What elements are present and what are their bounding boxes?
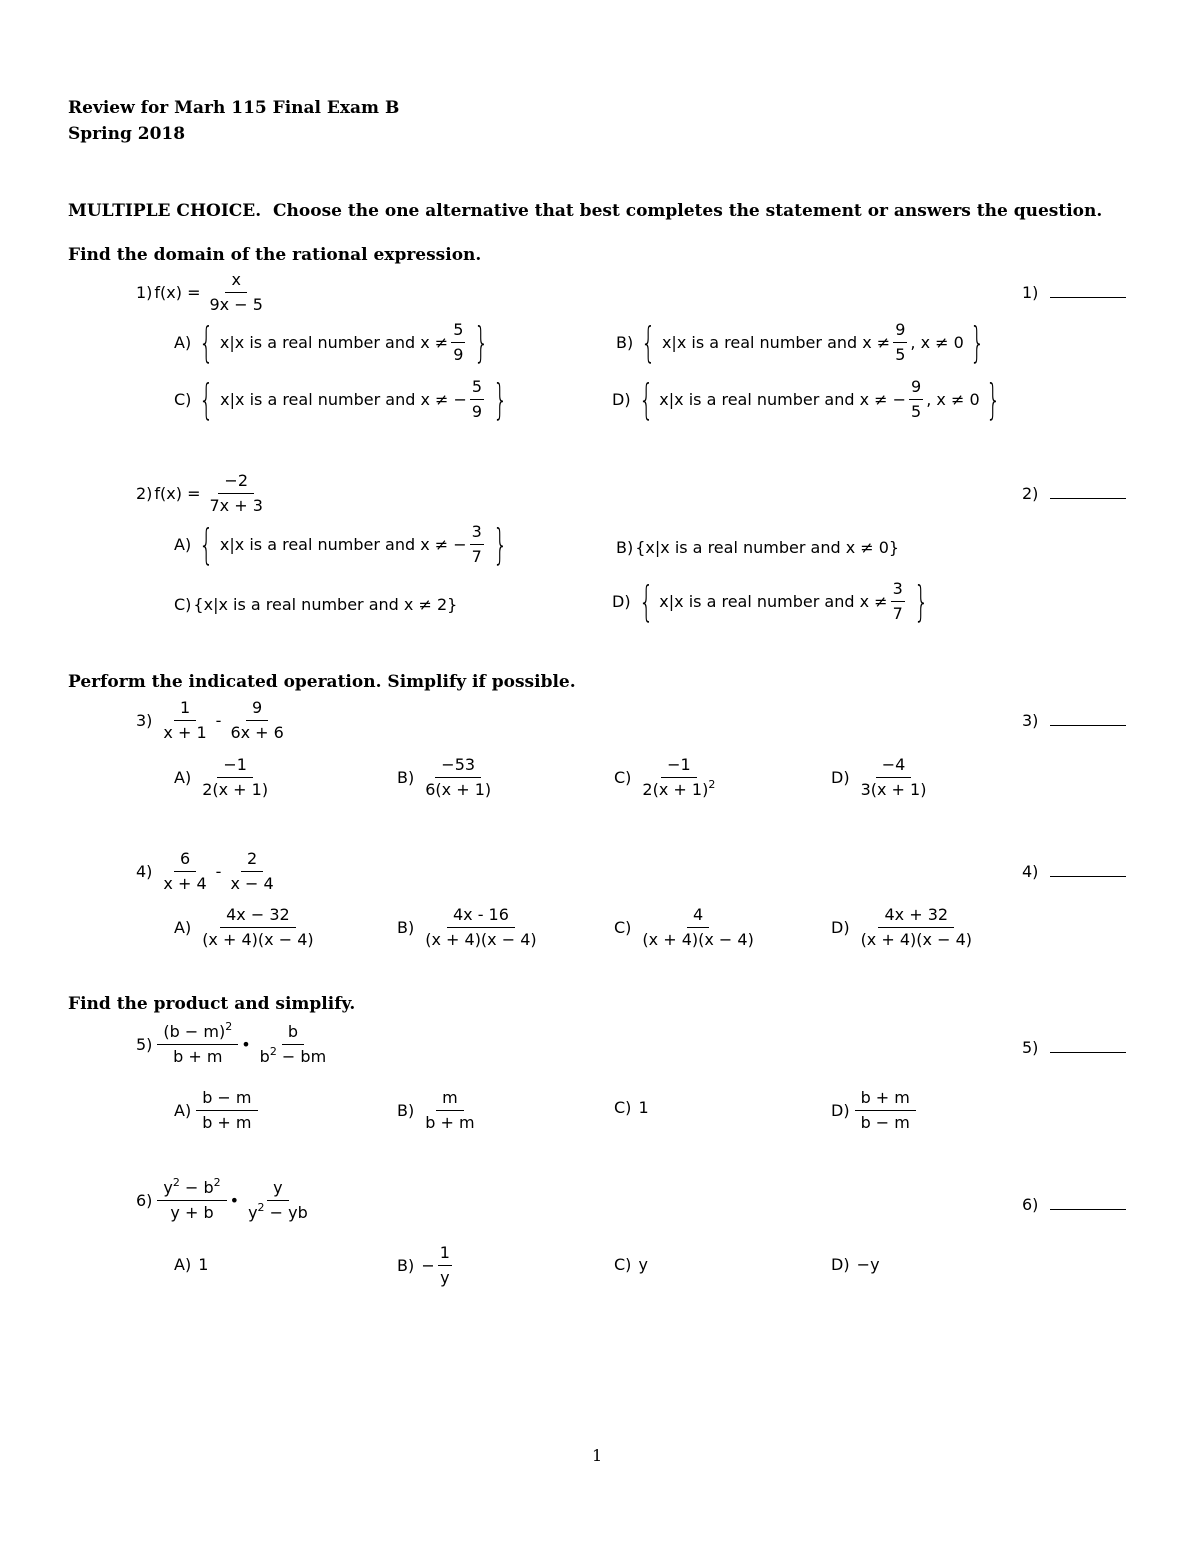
section-heading-product: Find the product and simplify. <box>68 994 356 1014</box>
right-brace: } <box>474 318 490 367</box>
choice-label: C) <box>174 390 192 409</box>
numerator: −1 <box>217 757 253 778</box>
answer-line[interactable] <box>1050 1051 1126 1053</box>
numerator: m <box>436 1090 464 1111</box>
numerator: −53 <box>435 757 481 778</box>
numerator: 5 <box>470 379 484 400</box>
choice-4c[interactable] <box>614 907 763 949</box>
exponent: 2 <box>269 1044 277 1058</box>
choice-tail: , x ≠ 0 <box>910 333 964 352</box>
question-label: 6) <box>136 1190 153 1210</box>
fraction <box>855 1090 916 1132</box>
choice-label: B) <box>616 333 634 352</box>
question-6 <box>136 1176 317 1222</box>
answer-slot-5[interactable] <box>1022 1038 1126 1057</box>
choice-5a[interactable] <box>174 1090 261 1132</box>
denominator-rest: − bm <box>276 1046 327 1066</box>
fraction <box>157 1176 226 1222</box>
denominator: (x + 4)(x − 4) <box>425 929 537 949</box>
fraction <box>419 907 542 949</box>
fraction <box>855 757 933 799</box>
fraction <box>204 272 269 314</box>
answer-slot-label: 1) <box>1022 283 1039 302</box>
right-brace: } <box>969 318 985 367</box>
denominator: 5 <box>895 345 906 364</box>
denominator: 7 <box>471 547 482 566</box>
choice-2d[interactable] <box>612 577 934 626</box>
exam-term: Spring 2018 <box>68 124 186 144</box>
fraction <box>157 851 212 893</box>
denominator: (x + 4)(x − 4) <box>202 929 314 949</box>
choice-label: D) <box>612 390 631 409</box>
numerator: x <box>225 272 246 293</box>
question-label: 5) <box>136 1034 153 1054</box>
fraction <box>855 907 978 949</box>
choice-tail: , x ≠ 0 <box>926 390 980 409</box>
choice-text: y <box>638 1255 648 1274</box>
choice-text: x|x is a real number and x ≠ <box>661 333 891 352</box>
denominator: 7 <box>892 604 903 623</box>
question-1 <box>136 272 272 314</box>
fraction <box>196 907 319 949</box>
fraction <box>451 322 465 364</box>
answer-slot-label: 2) <box>1022 484 1039 503</box>
choice-label: D) <box>831 767 850 787</box>
choice-label: D) <box>831 1100 850 1120</box>
numerator-rest: − b <box>179 1178 214 1197</box>
choice-3c[interactable] <box>614 757 724 799</box>
answer-line[interactable] <box>1050 875 1126 877</box>
numerator <box>157 1176 226 1201</box>
choice-text: x|x is a real number and x ≠ <box>659 592 888 611</box>
denominator <box>254 1045 332 1066</box>
answer-line[interactable] <box>1050 1208 1126 1210</box>
numerator: 9 <box>246 700 268 721</box>
fraction <box>224 851 279 893</box>
fraction <box>470 524 484 566</box>
left-brace: { <box>638 577 654 626</box>
exam-title: Review for Marh 115 Final Exam B <box>68 98 400 118</box>
choice-sign: − <box>421 1255 435 1275</box>
choice-3b[interactable] <box>397 757 500 799</box>
choice-label: A) <box>174 535 192 554</box>
fraction <box>254 1024 332 1066</box>
answer-line[interactable] <box>1050 296 1126 298</box>
question-label: 3) <box>136 710 153 730</box>
choice-5c[interactable] <box>614 1100 649 1116</box>
fraction <box>438 1245 452 1287</box>
section-heading-operation: Perform the indicated operation. Simplify if possible. <box>68 672 576 692</box>
choice-label: B) <box>616 538 634 557</box>
choice-text: x|x is a real number and x ≠ <box>219 333 449 352</box>
fraction <box>636 907 759 949</box>
numerator: 2 <box>241 851 263 872</box>
left-brace: { <box>199 520 214 569</box>
right-brace: } <box>492 520 508 569</box>
denominator-base: y <box>248 1202 258 1222</box>
question-4 <box>136 851 283 893</box>
right-brace: } <box>493 375 508 424</box>
numerator: 1 <box>438 1245 452 1266</box>
numerator: −4 <box>876 757 912 778</box>
choice-1b[interactable] <box>616 318 991 367</box>
choice-3d[interactable] <box>831 757 935 799</box>
fraction <box>157 1020 238 1066</box>
choice-label: A) <box>174 917 192 937</box>
choice-6d[interactable] <box>831 1257 880 1273</box>
denominator: x + 1 <box>163 722 207 742</box>
fraction <box>242 1180 314 1222</box>
choice-text: x|x is a real number and x ≠ − <box>220 390 467 409</box>
choice-4d[interactable] <box>831 907 981 949</box>
answer-slot-label: 3) <box>1022 711 1039 730</box>
exponent: 2 <box>213 1176 221 1189</box>
denominator-base: b <box>259 1046 270 1066</box>
choice-label: D) <box>612 592 631 611</box>
section-heading-domain: Find the domain of the rational expression. <box>68 245 482 265</box>
choice-label: C) <box>174 595 192 614</box>
fraction <box>157 700 212 742</box>
choice-1c[interactable] <box>174 375 514 424</box>
operator: - <box>215 710 222 730</box>
choice-text: {x|x is a real number and x ≠ 0} <box>635 538 900 557</box>
choice-text: x|x is a real number and x ≠ − <box>659 390 907 409</box>
choice-4a[interactable] <box>174 907 323 949</box>
left-brace: { <box>641 318 656 367</box>
left-brace: { <box>199 318 214 367</box>
denominator: 2(x + 1) <box>202 779 269 799</box>
numerator: 6 <box>174 851 196 872</box>
fraction <box>891 581 905 623</box>
operator: • <box>229 1190 240 1210</box>
answer-slot-4[interactable] <box>1022 862 1126 881</box>
denominator: b + m <box>173 1046 223 1066</box>
denominator <box>636 778 721 799</box>
numerator: 1 <box>174 700 196 721</box>
numerator-base: y <box>163 1178 173 1197</box>
instructions-type: MULTIPLE CHOICE. <box>68 201 262 221</box>
choice-label: B) <box>397 767 415 787</box>
denominator: 6(x + 1) <box>425 779 492 799</box>
choice-label: D) <box>831 1255 850 1274</box>
page-number: 1 <box>592 1446 603 1465</box>
fraction <box>196 1090 257 1132</box>
denominator: 9 <box>453 345 464 364</box>
numerator: 5 <box>451 322 465 343</box>
choice-label: A) <box>174 767 192 787</box>
denominator: x + 4 <box>163 873 207 893</box>
choice-text: {x|x is a real number and x ≠ 2} <box>193 595 458 614</box>
fraction <box>636 757 721 799</box>
choice-2a[interactable] <box>174 520 514 569</box>
choice-label: C) <box>614 917 632 937</box>
numerator: b + m <box>855 1090 916 1111</box>
instructions-text: Choose the one alternative that best completes the statement or answers the question. <box>273 201 1103 221</box>
answer-slot-label: 5) <box>1022 1038 1039 1057</box>
denominator: x − 4 <box>230 873 274 893</box>
function-name: f(x) = <box>154 483 201 503</box>
answer-line[interactable] <box>1050 724 1126 726</box>
choice-text: x|x is a real number and x ≠ − <box>219 535 467 554</box>
fraction <box>224 700 289 742</box>
function-name: f(x) = <box>154 282 201 302</box>
choice-label: D) <box>831 917 850 937</box>
exponent: 2 <box>257 1200 265 1214</box>
choice-label: A) <box>174 1255 192 1274</box>
numerator <box>157 1020 238 1045</box>
choice-label: C) <box>614 767 632 787</box>
choice-text: 1 <box>638 1098 649 1117</box>
numerator: 9 <box>893 322 907 343</box>
answer-slot-1[interactable] <box>1022 283 1126 302</box>
denominator: b + m <box>202 1112 252 1132</box>
answer-slot-6[interactable] <box>1022 1195 1126 1214</box>
numerator: b − m <box>196 1090 257 1111</box>
denominator-rest: − yb <box>264 1202 308 1222</box>
left-brace: { <box>638 375 654 424</box>
right-brace: } <box>913 577 929 626</box>
numerator: 3 <box>891 581 905 602</box>
denominator: b + m <box>425 1112 475 1132</box>
choice-text: −y <box>856 1255 880 1274</box>
question-2 <box>136 473 272 515</box>
numerator: b <box>282 1024 304 1045</box>
choice-label: B) <box>397 1100 415 1120</box>
fraction <box>196 757 274 799</box>
fraction <box>419 1090 480 1132</box>
answer-slot-label: 4) <box>1022 862 1039 881</box>
right-brace: } <box>985 375 1001 424</box>
choice-6a[interactable] <box>174 1257 208 1273</box>
answer-slot-label: 6) <box>1022 1195 1039 1214</box>
answer-slot-2[interactable] <box>1022 484 1126 503</box>
numerator: 9 <box>909 379 923 400</box>
answer-line[interactable] <box>1050 497 1126 499</box>
fraction <box>419 757 497 799</box>
choice-label: C) <box>614 1098 632 1117</box>
denominator-base: 2(x + 1) <box>642 779 709 799</box>
operator: • <box>241 1034 251 1054</box>
numerator: −2 <box>218 473 254 494</box>
choice-4b[interactable] <box>397 907 546 949</box>
choice-label: B) <box>397 1255 415 1275</box>
fraction <box>204 473 269 515</box>
numerator: 4x + 32 <box>878 907 954 928</box>
numerator-base: (b − m) <box>163 1022 226 1041</box>
numerator: −1 <box>661 757 697 778</box>
choice-label: A) <box>174 1100 192 1120</box>
numerator: y <box>267 1180 288 1201</box>
choice-5b[interactable] <box>397 1090 484 1132</box>
choice-1d[interactable] <box>612 375 1006 424</box>
denominator: 3(x + 1) <box>860 779 927 799</box>
fraction <box>893 322 907 364</box>
choice-text: 1 <box>198 1255 209 1274</box>
denominator: (x + 4)(x − 4) <box>860 929 972 949</box>
denominator: 9x − 5 <box>209 294 263 314</box>
denominator: (x + 4)(x − 4) <box>642 929 754 949</box>
choice-1a[interactable] <box>174 318 495 367</box>
choice-6b[interactable] <box>397 1245 455 1287</box>
question-5 <box>136 1020 335 1066</box>
choice-label: B) <box>397 917 415 937</box>
exponent: 2 <box>708 777 716 791</box>
denominator: 5 <box>911 402 922 421</box>
choice-2b[interactable] <box>616 540 899 556</box>
instructions <box>68 201 1102 221</box>
numerator: 3 <box>470 524 484 545</box>
numerator: 4x - 16 <box>447 907 515 928</box>
choice-label: A) <box>174 333 192 352</box>
numerator: 4 <box>687 907 709 928</box>
exponent: 2 <box>225 1020 233 1033</box>
choice-6c[interactable] <box>614 1257 648 1273</box>
question-3 <box>136 700 293 742</box>
fraction <box>909 379 923 421</box>
denominator: 7x + 3 <box>209 495 263 515</box>
denominator <box>242 1201 314 1222</box>
question-label: 1) <box>136 282 153 302</box>
choice-5d[interactable] <box>831 1090 919 1132</box>
choice-2c[interactable] <box>174 597 457 613</box>
denominator: 9 <box>471 402 483 421</box>
numerator: 4x − 32 <box>220 907 296 928</box>
choice-label: C) <box>614 1255 632 1274</box>
left-brace: { <box>199 375 215 424</box>
answer-slot-3[interactable] <box>1022 711 1126 730</box>
exponent: 2 <box>172 1176 180 1189</box>
fraction <box>470 379 484 421</box>
denominator: y + b <box>170 1202 214 1222</box>
denominator: y <box>440 1267 450 1287</box>
denominator: 6x + 6 <box>230 722 284 742</box>
denominator: b − m <box>860 1112 910 1132</box>
choice-3a[interactable] <box>174 757 277 799</box>
operator: - <box>215 861 222 881</box>
question-label: 4) <box>136 861 153 881</box>
question-label: 2) <box>136 483 153 503</box>
